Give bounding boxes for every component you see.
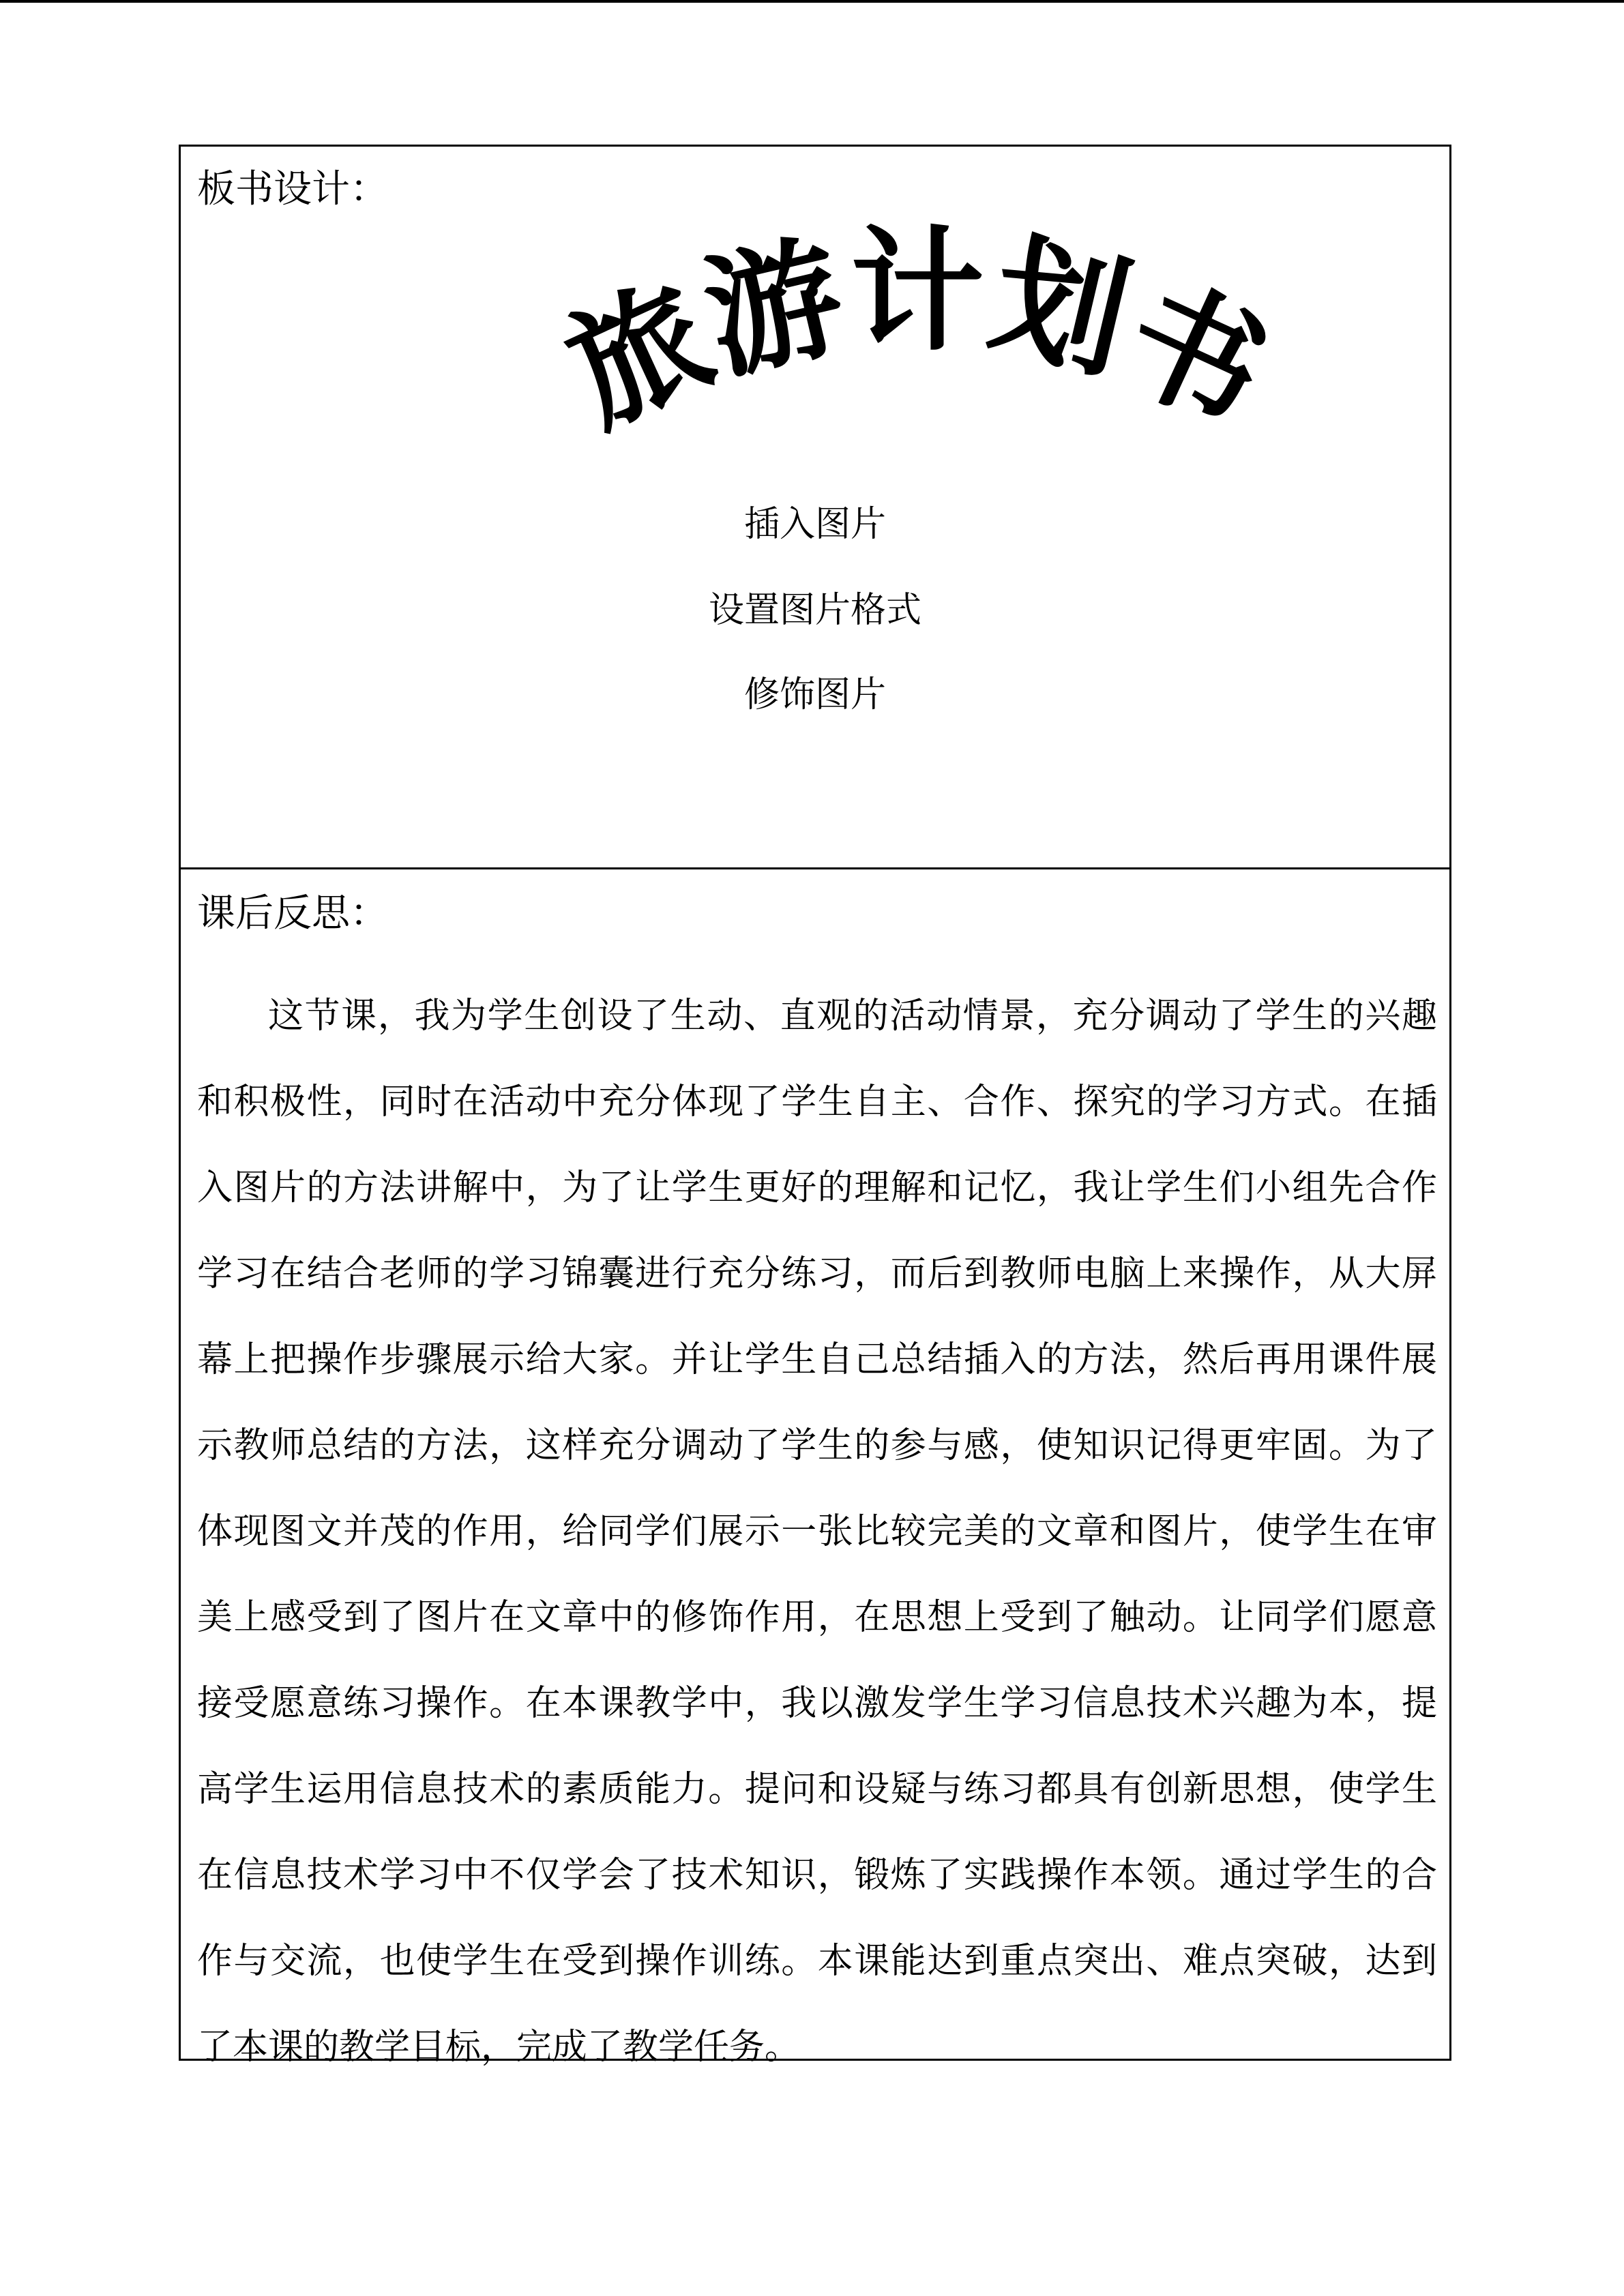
outline-item-format-picture: 设置图片格式	[708, 590, 921, 631]
lesson-plan-table	[179, 145, 1451, 2068]
board-design-label: 板书设计：	[197, 167, 388, 211]
reflection-label: 课后反思：	[197, 891, 388, 936]
outline-item-decorate-picture: 修饰图片	[743, 674, 886, 715]
reflection-body: 这节课，我为学生创设了生动、直观的活动情景，充分调动了学生的兴趣和积极性，同时在活动中充分体现了学生自主、合作、探究的学习方式。在插入图片的方法讲解中，为了让学生更好的理解和记忆，我让学生们小组先合作学习在结合老师的学习锦囊进行充分练习，而后到教师电脑上来操作，从大屏幕上把操作步骤展示给大家。并让学生自己总结插入的方法，然后再用课件展示教师总结的方法，这样充分调动了学生的参与感，使知识记得更牢固。为了体现图文并茂的作用，给同学们展示一张比较完美的文章和图片，使学生在审美上感受到了图片在文章中的修饰作用，在思想上受到了触动。让同学们愿意接受愿意练习操作。在本课教学中，我以激发学生学习信息技术兴趣为本，提高学生运用信息技术的素质能力。提问和设疑与练习都具有创新思想，使学生在信息技术学习中不仅学会了技术知识，锻炼了实践操作本领。通过学生的合作与交流，也使学生在受到操作训练。本课能达到重点突出、难点突破，达到了本课的教学目标，完成了教学任务。	[197, 996, 1437, 2068]
row-divider	[181, 867, 1449, 869]
arched-title-path: 旅游计划书	[546, 213, 1289, 454]
arched-title	[542, 213, 1293, 474]
arched-title-text	[546, 213, 1289, 454]
page-top-rule	[0, 0, 1624, 3]
outline-item-insert-picture: 插入图片	[743, 504, 886, 545]
